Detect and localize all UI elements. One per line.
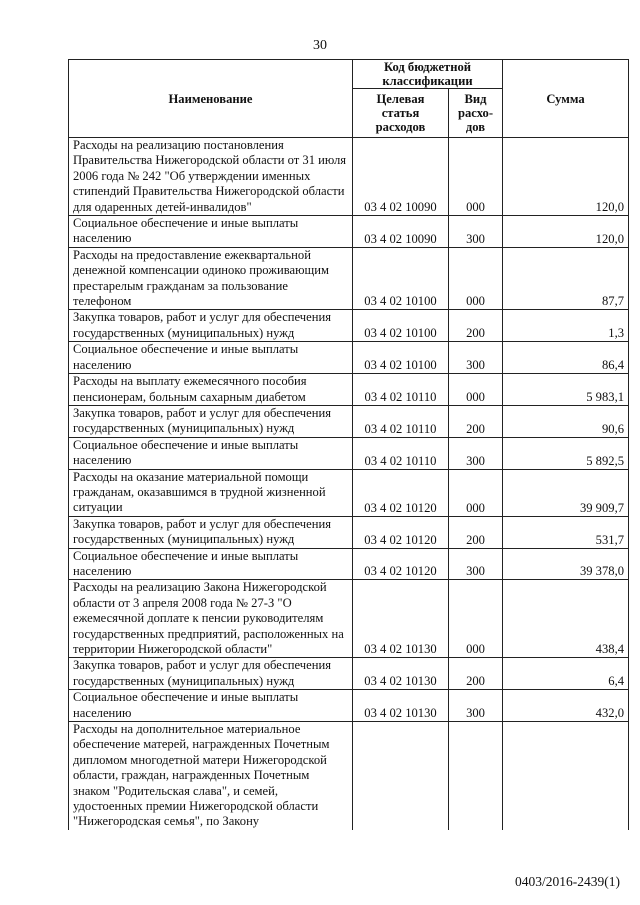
row-sum: 39 909,7 <box>503 469 629 516</box>
row-name: Закупка товаров, работ и услуг для обеспечения государственных (муниципальных) нужд <box>69 658 353 690</box>
table-row <box>69 342 629 374</box>
row-type: 000 <box>449 469 503 516</box>
row-name: Расходы на реализацию постановления Правительства Нижегородской области от 31 июля 2006 года № 242 "Об утверждении именных стипендий Правительства Нижегородской области для одаренных детей-инвалидов" <box>69 138 353 216</box>
table-row <box>69 690 629 722</box>
table-header <box>69 60 629 138</box>
header-sum: Сумма <box>503 60 629 138</box>
header-target: Целевая статья расходов <box>353 89 449 138</box>
table-row <box>69 516 629 548</box>
row-type: 300 <box>449 690 503 722</box>
row-sum: 87,7 <box>503 247 629 310</box>
row-code: 03 4 02 10100 <box>353 342 449 374</box>
row-code <box>353 722 449 830</box>
row-code: 03 4 02 10130 <box>353 580 449 658</box>
row-code: 03 4 02 10120 <box>353 516 449 548</box>
row-type: 300 <box>449 342 503 374</box>
row-name: Закупка товаров, работ и услуг для обеспечения государственных (муниципальных) нужд <box>69 516 353 548</box>
row-sum: 438,4 <box>503 580 629 658</box>
header-type: Вид расхо-дов <box>449 89 503 138</box>
page-number: 30 <box>313 38 327 53</box>
row-sum <box>503 722 629 830</box>
row-type: 300 <box>449 548 503 580</box>
row-code: 03 4 02 10130 <box>353 658 449 690</box>
document-number: 0403/2016-2439(1) <box>515 874 620 889</box>
row-name: Расходы на дополнительное материальное обеспечение матерей, награжденных Почетным дипломом многодетной матери Нижегородской области, граждан, награжденных Почетным знаком "Родительская слава", и семей, удостоенных премии Нижегородской области "Нижегородская семья", по Закону <box>69 722 353 830</box>
table-row <box>69 580 629 658</box>
table-row <box>69 469 629 516</box>
row-code: 03 4 02 10120 <box>353 548 449 580</box>
row-name: Закупка товаров, работ и услуг для обеспечения государственных (муниципальных) нужд <box>69 405 353 437</box>
row-type: 200 <box>449 658 503 690</box>
row-name: Расходы на выплату ежемесячного пособия пенсионерам, больным сахарным диабетом <box>69 374 353 406</box>
row-sum: 86,4 <box>503 342 629 374</box>
row-sum: 39 378,0 <box>503 548 629 580</box>
row-type: 000 <box>449 580 503 658</box>
row-name: Расходы на реализацию Закона Нижегородской области от 3 апреля 2008 года № 27-З "О ежемесячной доплате к пенсии руководителям государственных предприятий, расположенных на территории Нижегородской области" <box>69 580 353 658</box>
row-name: Социальное обеспечение и иные выплаты населению <box>69 216 353 248</box>
row-sum: 120,0 <box>503 216 629 248</box>
row-sum: 531,7 <box>503 516 629 548</box>
row-name: Социальное обеспечение и иные выплаты населению <box>69 548 353 580</box>
table-body <box>69 138 629 830</box>
row-name: Расходы на оказание материальной помощи гражданам, оказавшимся в трудной жизненной ситуации <box>69 469 353 516</box>
row-name: Социальное обеспечение и иные выплаты населению <box>69 342 353 374</box>
row-code: 03 4 02 10110 <box>353 374 449 406</box>
table-row <box>69 216 629 248</box>
budget-table <box>68 59 629 830</box>
row-code: 03 4 02 10090 <box>353 138 449 216</box>
table-row <box>69 405 629 437</box>
row-code: 03 4 02 10130 <box>353 690 449 722</box>
row-type: 000 <box>449 374 503 406</box>
row-type <box>449 722 503 830</box>
row-code: 03 4 02 10110 <box>353 437 449 469</box>
table-row <box>69 658 629 690</box>
row-name: Социальное обеспечение и иные выплаты населению <box>69 437 353 469</box>
table-row <box>69 374 629 406</box>
row-name: Расходы на предоставление ежеквартальной денежной компенсации одиноко проживающим престарелым гражданам за пользование телефоном <box>69 247 353 310</box>
row-code: 03 4 02 10110 <box>353 405 449 437</box>
header-name: Наименование <box>69 60 353 138</box>
table-row <box>69 138 629 216</box>
table-row <box>69 437 629 469</box>
row-sum: 120,0 <box>503 138 629 216</box>
row-sum: 5 983,1 <box>503 374 629 406</box>
table-row <box>69 722 629 830</box>
row-type: 300 <box>449 437 503 469</box>
row-name: Закупка товаров, работ и услуг для обеспечения государственных (муниципальных) нужд <box>69 310 353 342</box>
table-row <box>69 310 629 342</box>
row-type: 000 <box>449 138 503 216</box>
row-code: 03 4 02 10090 <box>353 216 449 248</box>
row-type: 300 <box>449 216 503 248</box>
row-sum: 432,0 <box>503 690 629 722</box>
table-row <box>69 247 629 310</box>
row-type: 200 <box>449 310 503 342</box>
row-sum: 1,3 <box>503 310 629 342</box>
row-code: 03 4 02 10100 <box>353 247 449 310</box>
row-sum: 6,4 <box>503 658 629 690</box>
row-type: 000 <box>449 247 503 310</box>
row-sum: 5 892,5 <box>503 437 629 469</box>
row-type: 200 <box>449 516 503 548</box>
row-sum: 90,6 <box>503 405 629 437</box>
header-code-group: Код бюджетной классификации <box>353 60 503 89</box>
row-name: Социальное обеспечение и иные выплаты населению <box>69 690 353 722</box>
row-code: 03 4 02 10120 <box>353 469 449 516</box>
table-row <box>69 548 629 580</box>
row-code: 03 4 02 10100 <box>353 310 449 342</box>
row-type: 200 <box>449 405 503 437</box>
